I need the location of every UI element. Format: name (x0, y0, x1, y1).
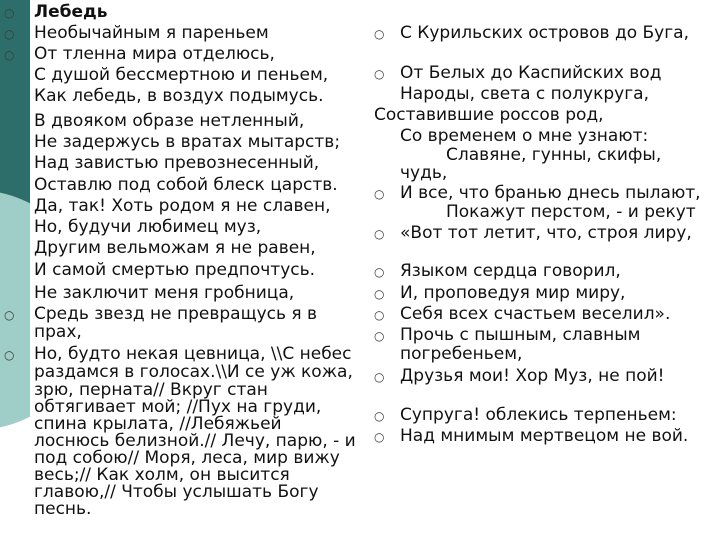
bullet-icon: ○ (374, 287, 385, 301)
bullet-icon: ○ (4, 6, 15, 20)
right-line: От Белых до Каспийских вод (400, 63, 662, 83)
bullet-icon: ○ (374, 27, 385, 41)
right-line: Покажут перстом, - и рекут (446, 202, 696, 222)
left-line: зрю, перната// Вкруг стан (34, 380, 268, 400)
bullet-icon: ○ (374, 370, 385, 384)
left-line: Не задержусь в вратах мытарств; (34, 132, 341, 152)
right-line: Себя всех счастьем веселил». (400, 304, 671, 324)
left-line: Другим вельможам я не равен, (34, 238, 316, 258)
left-line: Над завистью превознесенный, (34, 153, 320, 173)
left-line: раздамся в голосах.\\И се уж кожа, (34, 362, 353, 382)
left-line: В двояком образе нетленный, (34, 111, 305, 131)
right-line: погребеньем, (400, 344, 523, 364)
left-line: Да, так! Хоть родом я не славен, (34, 196, 331, 216)
left-line: И самой смертью предпочтусь. (34, 260, 316, 280)
left-line: Но, будто некая цевница, \\С небес (34, 344, 352, 364)
left-line: под собою// Моря, леса, мир вижу (34, 448, 340, 468)
left-line: С душой бессмертною и пеньем, (34, 65, 329, 85)
right-line: Со временем о мне узнают: (400, 126, 649, 146)
left-line: спина крылата, //Лебяжьей (34, 414, 282, 434)
left-line: От тленна мира отделюсь, (34, 44, 275, 64)
left-line: Не заключит меня гробница, (34, 283, 295, 303)
right-line: Народы, света с полукруга, (400, 84, 649, 104)
right-line: Славяне, гунны, скифы, (446, 145, 662, 165)
right-line: Супруга! облекись терпеньем: (400, 405, 677, 425)
bullet-icon: ○ (374, 308, 385, 322)
left-line: Средь звезд не превращусь я в (34, 304, 318, 324)
bullet-icon: ○ (374, 67, 385, 81)
left-line: Оставлю под собой блеск царств. (34, 175, 338, 195)
right-line: Составившие россов род, (374, 105, 604, 125)
bullet-icon: ○ (374, 430, 385, 444)
right-line: И все, что бранью днесь пылают, (400, 183, 701, 203)
right-line: чудь, (400, 163, 448, 183)
bullet-icon: ○ (4, 348, 15, 362)
bullet-icon: ○ (4, 308, 15, 322)
bullet-icon: ○ (374, 265, 385, 279)
bullet-icon: ○ (374, 409, 385, 423)
bullet-icon: ○ (4, 48, 15, 62)
left-line: обтягивает мой; //Пух на груди, (34, 397, 322, 417)
left-line: главою,// Чтобы услышать Богу (34, 482, 319, 502)
left-line: Но, будучи любимец муз, (34, 217, 262, 237)
left-line: Необычайным я пареньем (34, 23, 269, 43)
bullet-icon: ○ (4, 27, 15, 41)
left-line: Как лебедь, в воздух подымусь. (34, 86, 324, 106)
right-line: Языком сердца говорил, (400, 261, 621, 281)
left-line: весь;// Как холм, он высится (34, 465, 290, 485)
poem-title: Лебедь (34, 2, 108, 22)
bullet-icon: ○ (374, 227, 385, 241)
bullet-icon: ○ (374, 187, 385, 201)
right-line: «Вот тот летит, что, строя лиру, (400, 223, 692, 243)
left-line: прах, (34, 322, 82, 342)
right-line: С Курильских островов до Буга, (400, 23, 689, 43)
left-line: лоснюсь белизной.// Лечу, парю, - и (34, 431, 356, 451)
right-line: Над мнимым мертвецом не вой. (400, 426, 689, 446)
left-line: песнь. (34, 499, 92, 519)
bullet-icon: ○ (374, 329, 385, 343)
right-line: Прочь с пышным, славным (400, 325, 641, 345)
right-line: И, проповедуя мир миру, (400, 283, 626, 303)
right-line: Друзья мои! Хор Муз, не пой! (400, 366, 665, 386)
